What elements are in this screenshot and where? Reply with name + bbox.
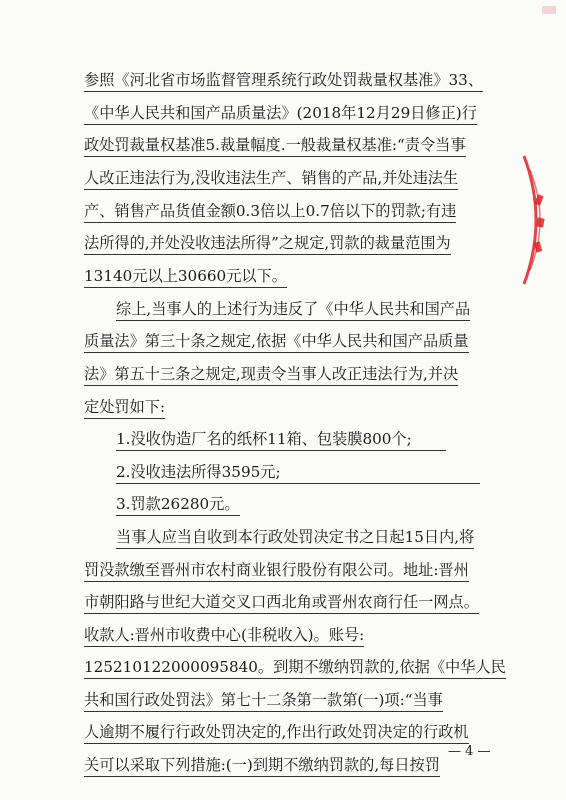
text-line-15: 当事人应当自收到本行政处罚决定书之日起15日内,将	[116, 527, 474, 549]
list-item-3: 3.罚款26280元。	[116, 494, 240, 516]
list-item-2: 2.没收违法所得3595元;	[116, 462, 480, 484]
text-line-16: 罚没款缴至晋州市农村商业银行股份有限公司。地址:晋州	[84, 560, 469, 582]
list-item-1: 1.没收伪造厂名的纸杯11箱、包装膜800个;	[116, 429, 446, 451]
text-line-9: 质量法》第三十条之规定,依据《中华人民共和国产品质量	[84, 331, 469, 353]
text-line-8: 综上,当事人的上述行为违反了《中华人民共和国产品	[116, 299, 470, 321]
text-line-7: 13140元以上30660元以下。	[84, 266, 287, 288]
text-line-6: 法所得的,并处没收违法所得”之规定,罚款的裁量范围为	[84, 233, 451, 255]
text-line-11: 定处罚如下:	[84, 397, 165, 419]
corner-mark	[542, 6, 556, 14]
text-line-1: 参照《河北省市场监督管理系统行政处罚裁量权基准》33、	[84, 70, 483, 92]
text-line-10: 法》第五十三条之规定,现责令当事人改正违法行为,并决	[84, 364, 458, 386]
text-line-5: 产、销售产品货值金额0.3倍以上0.7倍以下的罚款;有违	[84, 201, 456, 223]
text-line-17: 市朝阳路与世纪大道交叉口西北角或晋州农商行任一网点。	[84, 592, 479, 614]
text-line-18: 收款人:晋州市收费中心(非税收入)。账号:	[84, 625, 364, 647]
text-line-3: 政处罚裁量权基准5.裁量幅度.一般裁量权基准:“责令当事	[84, 135, 466, 157]
text-line-20: 共和国行政处罚法》第七十二条第一款第(一)项:“当事	[84, 690, 443, 712]
page-number: — 4 —	[448, 744, 491, 759]
text-line-4: 人改正违法行为,没收违法生产、销售的产品,并处违法生	[84, 168, 458, 190]
text-line-19: 125210122000095840。到期不缴纳罚款的,依据《中华人民	[84, 657, 506, 679]
text-line-21: 人逾期不履行行政处罚决定的,作出行政处罚决定的行政机	[84, 722, 469, 744]
official-seal-edge	[520, 150, 560, 290]
text-line-22: 关可以采取下列措施:(一)到期不缴纳罚款的,每日按罚	[84, 755, 440, 777]
text-line-2: 《中华人民共和国产品质量法》(2018年12月29日修正)行	[84, 103, 477, 125]
